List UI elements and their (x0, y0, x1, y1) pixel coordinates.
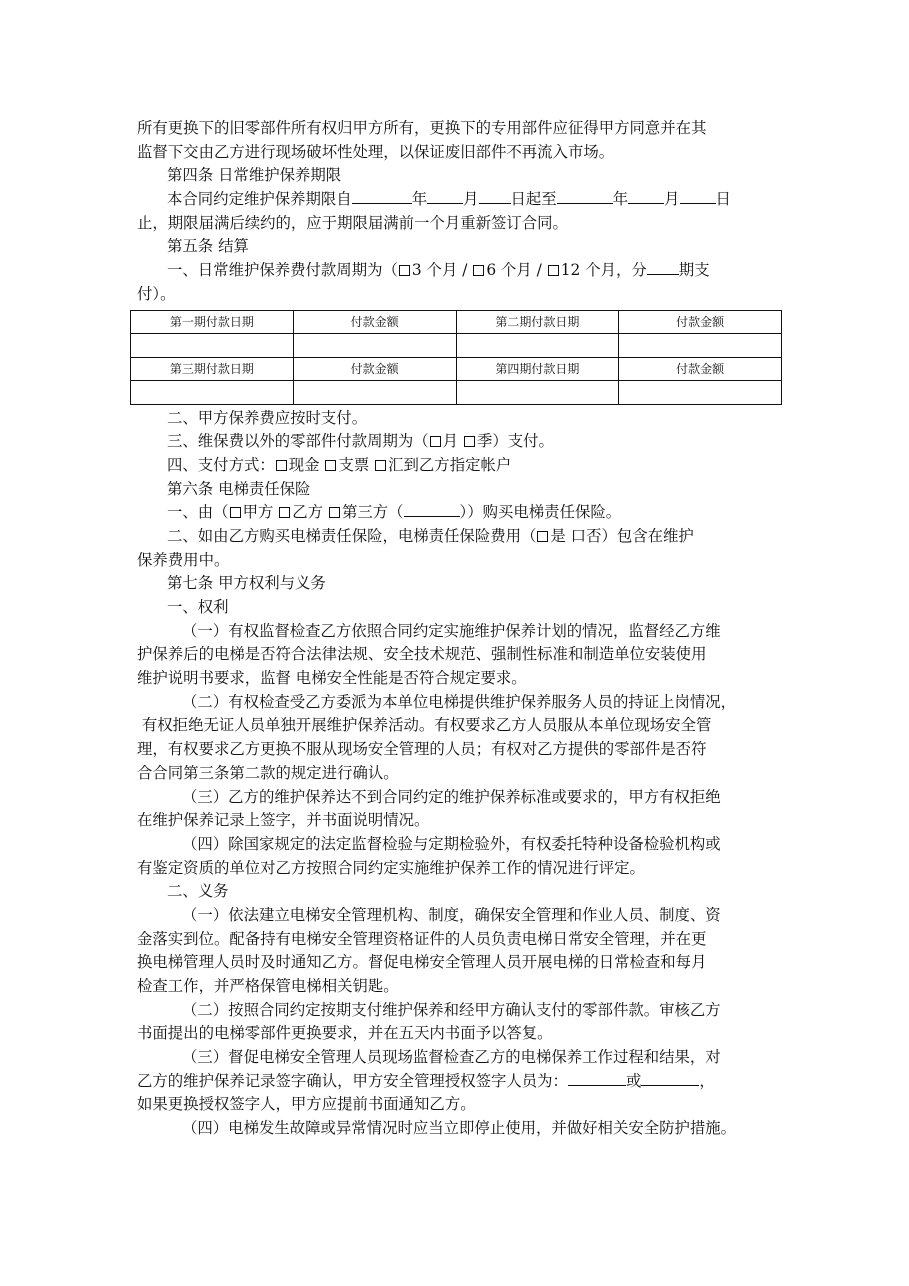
table-row (131, 357, 782, 381)
table-row (131, 334, 782, 358)
table-cell-input[interactable] (293, 334, 456, 358)
table-cell-input[interactable] (456, 381, 619, 405)
signatory-2-blank[interactable] (641, 1071, 699, 1086)
start-day-blank[interactable] (479, 189, 511, 204)
text-line: （二）按照合同约定按期支付维护保养和经甲方确认支付的零部件款。审核乙方 (182, 1000, 721, 1019)
installments-blank[interactable] (647, 260, 679, 275)
table-cell: 付款金额 (293, 357, 456, 381)
text-line: 书面提出的电梯零部件更换要求，并在五天内书面予以答复。 (137, 1024, 553, 1043)
insurance-buyer-line: 一、由（ 甲方 乙方 第三方（ ））购买电梯责任保险。 (167, 503, 622, 522)
end-month-blank[interactable] (628, 189, 664, 204)
article-7-title: 第七条 甲方权利与义务 (167, 574, 326, 593)
checkbox-party-a[interactable] (230, 507, 241, 518)
article-5-title: 第五条 结算 (167, 237, 249, 256)
text-line: 二、甲方保养费应按时支付。 (167, 408, 368, 427)
text-line: （一）依法建立电梯安全管理机构、制度，确保安全管理和作业人员、制度、资 (182, 905, 721, 924)
text-line: 有鉴定资质的单位对乙方按照合同约定实施维护保养工作的情况进行评定。 (137, 858, 645, 877)
article-4-term-line: 本合同约定维护保养期限自 年 月 日起至 年 月 日 (167, 190, 731, 209)
text-line: 如果更换授权签字人，甲方应提前书面通知乙方。 (137, 1095, 476, 1114)
article-4-title: 第四条 日常维护保养期限 (167, 166, 342, 185)
text-line: 检查工作，并严格保管电梯相关钥匙。 (137, 977, 399, 995)
table-row (131, 381, 782, 405)
start-month-blank[interactable] (427, 189, 463, 204)
checkbox-third-party[interactable] (329, 507, 340, 518)
duties-title: 二、义务 (167, 882, 229, 901)
text-line: 合合同第三条第二款的规定进行确认。 (137, 763, 399, 782)
signatory-1-blank[interactable] (568, 1071, 626, 1086)
table-cell-input[interactable] (619, 381, 782, 405)
table-cell: 第二期付款日期 (456, 310, 619, 334)
payment-method-line: 四、支付方式： 现金 支票 汇到乙方指定帐户 (167, 455, 512, 474)
text-line: 止，期限届满后续约的，应于期限届满前一个月重新签订合同。 (137, 213, 568, 232)
text-line: 监督下交由乙方进行现场破坏性处理，以保证废旧部件不再流入市场。 (137, 142, 615, 161)
table-cell: 付款金额 (619, 310, 782, 334)
table-cell: 第一期付款日期 (131, 310, 294, 334)
text-line: （四）电梯发生故障或异常情况时应当立即停止使用，并做好相关安全防护措施。 (182, 1119, 737, 1138)
checkbox-cheque[interactable] (325, 460, 336, 471)
end-day-blank[interactable] (680, 189, 716, 204)
table-cell: 付款金额 (619, 357, 782, 381)
text-line: （四）除国家规定的法定监督检验与定期检验外，有权委托特种设备检验机构或 (182, 834, 721, 853)
text-line: 理，有权要求乙方更换不服从现场安全管理的人员；有权对乙方提供的零部件是否符 (137, 740, 707, 759)
rights-title: 一、权利 (167, 598, 229, 616)
table-cell-input[interactable] (293, 381, 456, 405)
start-year-blank[interactable] (352, 189, 412, 204)
parts-payment-line: 三、维保费以外的零部件付款周期为（ 月 季）支付。 (167, 432, 554, 451)
text-line: 金落实到位。配备持有电梯安全管理资格证件的人员负责电梯日常安全管理，并在更 (137, 929, 707, 948)
text-line: 换电梯管理人员时及时通知乙方。督促电梯安全管理人员开展电梯的日常检查和每月 (137, 953, 707, 972)
table-cell: 第三期付款日期 (131, 357, 294, 381)
text-line: 所有更换下的旧零部件所有权归甲方所有，更换下的专用部件应征得甲方同意并在其 (137, 119, 707, 137)
table-cell-input[interactable] (456, 334, 619, 358)
checkbox-party-b[interactable] (279, 507, 290, 518)
article-6-title: 第六条 电梯责任保险 (167, 479, 311, 498)
payment-schedule-table (130, 310, 782, 405)
text-line: 维护说明书要求，监督 电梯安全性能是否符合规定要求。 (137, 669, 527, 688)
checkbox-12-months[interactable] (548, 265, 559, 276)
table-cell: 付款金额 (293, 310, 456, 334)
text-line: 在维护保养记录上签字，并书面说明情况。 (137, 811, 430, 830)
text-line: （三）督促电梯安全管理人员现场监督检查乙方的电梯保养工作过程和结果，对 (182, 1048, 721, 1067)
checkbox-monthly[interactable] (430, 436, 441, 447)
checkbox-3-months[interactable] (399, 265, 410, 276)
third-party-blank[interactable] (404, 502, 460, 517)
checkbox-quarterly[interactable] (464, 436, 475, 447)
table-cell-input[interactable] (131, 381, 294, 405)
table-cell-input[interactable] (619, 334, 782, 358)
checkbox-transfer[interactable] (375, 460, 386, 471)
payment-cycle-line: 一、日常维护保养费付款周期为（ 3 个月 / 6 个月 / 12 个月，分 期支 (167, 261, 710, 280)
contract-page (137, 117, 781, 1141)
checkbox-6-months[interactable] (473, 265, 484, 276)
checkbox-included-yes[interactable] (537, 531, 548, 542)
table-cell: 第四期付款日期 (456, 357, 619, 381)
text-line: 护保养后的电梯是否符合法律法规、安全技术规范、强制性标准和制造单位安装使用 (137, 645, 707, 664)
text-line: （一）有权监督检查乙方依照合同约定实施维护保养计划的情况，监督经乙方维 (182, 621, 721, 640)
text-line: （三）乙方的维护保养达不到合同约定的维护保养标准或要求的，甲方有权拒绝 (182, 787, 721, 806)
text-line: （二）有权检查受乙方委派为本单位电梯提供维护保养服务人员的持证上岗情况， (182, 692, 737, 711)
table-row (131, 310, 782, 334)
text-line: 保养费用中。 (137, 550, 230, 569)
signatory-line: 乙方的维护保养记录签字确认，甲方安全管理授权签字人员为： 或 ， (137, 1071, 715, 1090)
text-line: 付）。 (137, 284, 176, 303)
insurance-fee-line: 二、如由乙方购买电梯责任保险，电梯责任保险费用（ 是 口否）包含在维护 (167, 526, 694, 545)
table-cell-input[interactable] (131, 334, 294, 358)
text-line: 有权拒绝无证人员单独开展维护保养活动。有权要求乙方人员服从本单位现场安全管 (137, 716, 712, 735)
end-year-blank[interactable] (557, 189, 613, 204)
checkbox-cash[interactable] (276, 460, 287, 471)
